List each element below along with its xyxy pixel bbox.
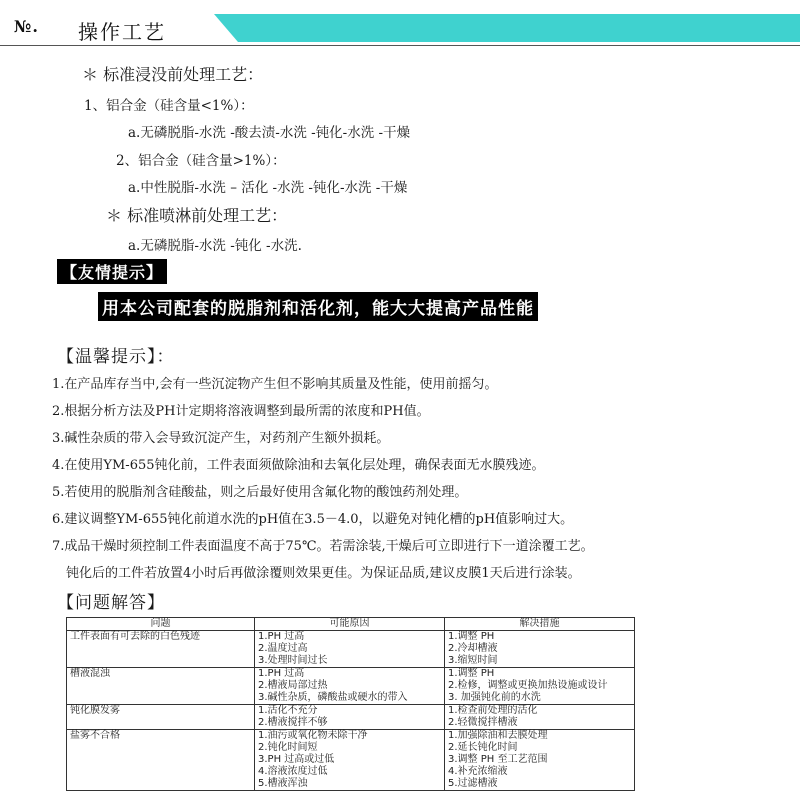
cause-cell — [255, 730, 445, 791]
page-title: 操作工艺 — [78, 20, 166, 44]
table-row — [67, 730, 635, 791]
list-item: 5.若使用的脱脂剂含硅酸盐，则之后最好使用含氟化物的酸蚀药剂处理。 — [52, 485, 468, 500]
qa-table — [66, 617, 635, 791]
cause-line: 2.温度过高 — [258, 643, 308, 654]
immersion-heading: ＊ 标准浸没前处理工艺： — [82, 65, 264, 84]
table-row — [67, 705, 635, 730]
solution-cell — [445, 705, 635, 730]
section-header — [0, 0, 800, 56]
solution-line: 1.加强除油和去膜处理 — [448, 730, 548, 741]
immersion-item2-title: 2、铝合金（硅含量>1%）： — [116, 153, 286, 169]
header-divider — [0, 45, 800, 46]
qa-heading: 【问题解答】 — [57, 593, 165, 613]
list-item: 7.成品干燥时须控制工件表面温度不高于75℃。若需涂装,干燥后可立即进行下一道涂覆工艺。 — [52, 539, 594, 554]
cause-cell — [255, 631, 445, 668]
problem-cell: 盐雾不合格 — [67, 730, 255, 791]
list-item: 1.在产品库存当中,会有一些沉淀物产生但不影响其质量及性能，使用前摇匀。 — [52, 377, 498, 392]
cause-line: 1.油污或氧化物未除干净 — [258, 730, 368, 741]
solution-cell — [445, 730, 635, 791]
solution-line: 4.补充浓缩液 — [448, 766, 508, 777]
list-item: 2.根据分析方法及PH计定期将溶液调整到最所需的浓度和PH值。 — [52, 404, 430, 419]
column-header-problem: 问题 — [67, 618, 255, 631]
cause-line: 1.PH 过高 — [258, 631, 305, 642]
solution-line: 2.轻微搅拌槽液 — [448, 717, 518, 728]
cause-cell — [255, 705, 445, 730]
cause-line: 2.钝化时间短 — [258, 742, 318, 753]
cause-line: 3.碱性杂质，磷酸盐或硬水的带入 — [258, 692, 408, 703]
immersion-item1-process: a.无磷脱脂-水洗 -酸去渍-水洗 -钝化-水洗 -干燥 — [128, 125, 411, 141]
solution-line: 1.调整 PH — [448, 631, 495, 642]
solution-line: 3. 加强钝化前的水洗 — [448, 692, 541, 703]
cause-line: 4.溶液浓度过低 — [258, 766, 328, 777]
solution-line: 5.过滤槽液 — [448, 778, 498, 789]
cause-line: 1.活化不充分 — [258, 705, 318, 716]
problem-cell: 钝化膜发雾 — [67, 705, 255, 730]
solution-line: 2.延长钝化时间 — [448, 742, 518, 753]
column-header-cause: 可能原因 — [255, 618, 445, 631]
solution-line: 3.缩短时间 — [448, 655, 498, 666]
list-item: 4.在使用YM-655钝化前，工件表面须做除油和去氧化层处理，确保表面无水膜残迹。 — [52, 458, 545, 473]
problem-cell: 工件表面有可去除的白色残迹 — [67, 631, 255, 668]
solution-line: 1.调整 PH — [448, 668, 495, 679]
cause-line: 3.PH 过高或过低 — [258, 754, 335, 765]
immersion-item1-title: 1、铝合金（硅含量<1%）： — [84, 98, 254, 114]
immersion-item2-process: a.中性脱脂-水洗 – 活化 -水洗 -钝化-水洗 -干燥 — [128, 180, 408, 196]
column-header-solution: 解决措施 — [445, 618, 635, 631]
solution-cell — [445, 631, 635, 668]
table-row — [67, 668, 635, 705]
cause-line: 3.处理时间过长 — [258, 655, 328, 666]
list-item: 6.建议调整YM-655钝化前道水洗的pH值在3.5－4.0，以避免对钝化槽的pH值影响过大。 — [52, 512, 574, 527]
cause-line: 2.槽液局部过热 — [258, 680, 328, 691]
header-number: №. — [14, 17, 39, 36]
cause-cell — [255, 668, 445, 705]
table-header-row — [67, 618, 635, 631]
warm-tips-heading: 【温馨提示】： — [57, 347, 175, 367]
solution-line: 1.检查前处理的活化 — [448, 705, 538, 716]
cause-line: 1.PH 过高 — [258, 668, 305, 679]
list-item: 3.碱性杂质的带入会导致沉淀产生，对药剂产生额外损耗。 — [52, 431, 390, 446]
problem-cell: 槽液混浊 — [67, 668, 255, 705]
solution-line: 3.调整 PH 至工艺范围 — [448, 754, 548, 765]
solution-cell — [445, 668, 635, 705]
cause-line: 2.槽液搅拌不够 — [258, 717, 328, 728]
spray-heading: ＊ 标准喷淋前处理工艺： — [106, 206, 288, 225]
spray-process: a.无磷脱脂-水洗 -钝化 -水洗. — [128, 238, 302, 254]
table-row — [67, 631, 635, 668]
solution-line: 2.检修，调整或更换加热设施或设计 — [448, 680, 608, 691]
friendly-tip-label: 【友情提示】 — [57, 259, 167, 284]
friendly-tip-text: 用本公司配套的脱脂剂和活化剂，能大大提高产品性能 — [98, 292, 538, 321]
list-item: 钝化后的工件若放置4小时后再做涂覆则效果更佳。为保证品质,建议皮膜1天后进行涂装。 — [66, 566, 581, 581]
cause-line: 5.槽液浑浊 — [258, 778, 308, 789]
solution-line: 2.冷却槽液 — [448, 643, 498, 654]
